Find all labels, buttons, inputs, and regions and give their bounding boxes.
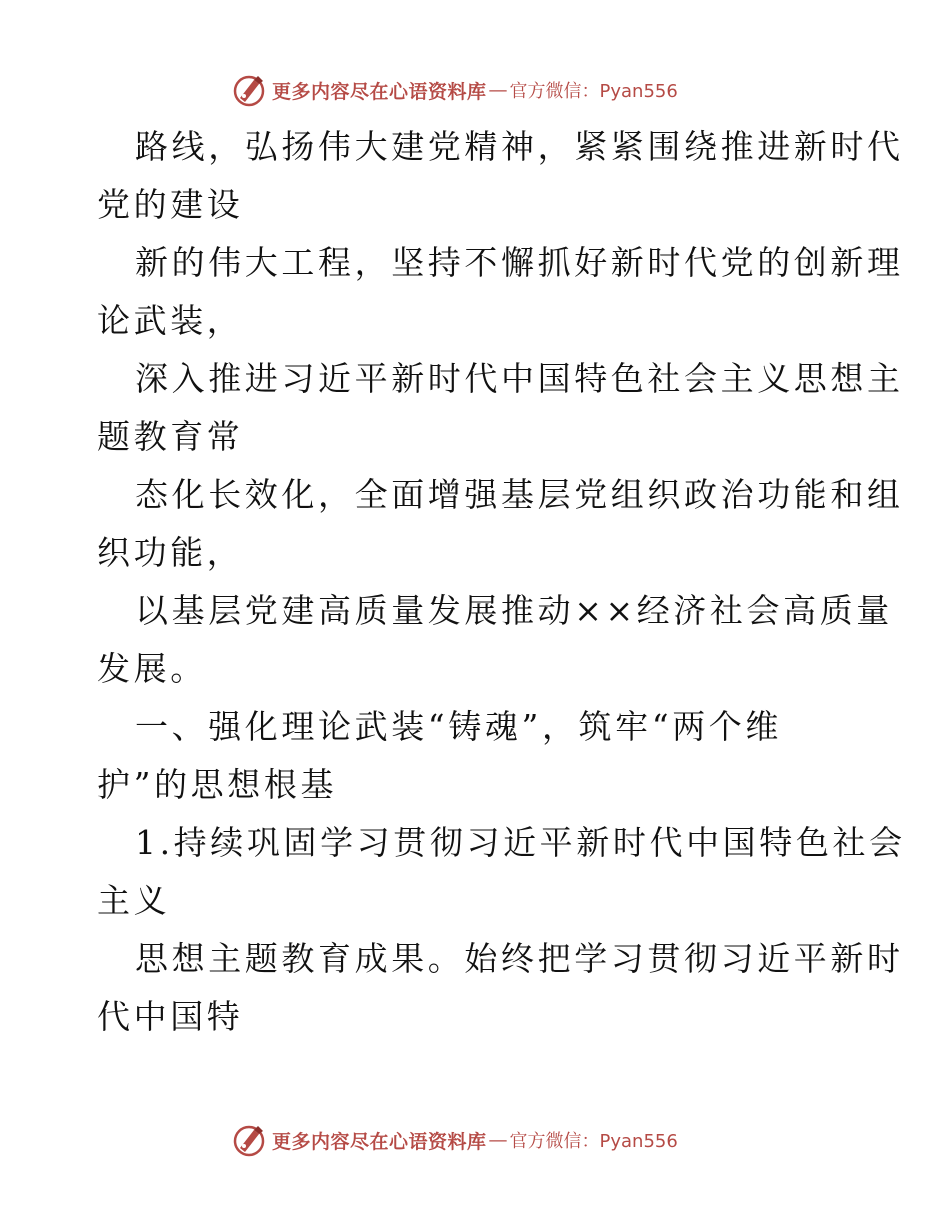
- pen-logo-icon: [232, 72, 268, 108]
- pen-logo-icon: [232, 1122, 268, 1158]
- footer-banner-dash: —: [488, 1129, 508, 1151]
- body-line: 态化长效化，全面增强基层党组织政治功能和组: [135, 475, 904, 514]
- body-line: 论武装，: [97, 301, 244, 340]
- body-line: 代中国特: [97, 997, 244, 1036]
- header-banner: [232, 70, 712, 110]
- footer-banner-text: 更多内容尽在心语资料库: [272, 1130, 487, 1153]
- body-line: 织功能，: [97, 533, 244, 572]
- footer-banner: [232, 1120, 712, 1160]
- header-banner-wechat: 官方微信：Pyan556: [509, 81, 678, 102]
- body-line: 党的建设: [97, 185, 244, 224]
- header-banner-dash: —: [488, 79, 508, 101]
- body-line: 题教育常: [97, 417, 244, 456]
- body-line: 新的伟大工程，坚持不懈抓好新时代党的创新理: [135, 243, 904, 282]
- body-line: 路线，弘扬伟大建党精神，紧紧围绕推进新时代: [135, 127, 904, 166]
- footer-banner-wechat: 官方微信：Pyan556: [509, 1131, 678, 1152]
- header-banner-text: 更多内容尽在心语资料库: [272, 80, 487, 103]
- body-line: 思想主题教育成果。始终把学习贯彻习近平新时: [135, 939, 904, 978]
- body-line: 主义: [97, 881, 171, 920]
- document-body: [97, 118, 906, 1046]
- section-heading: 一、强化理论武装“铸魂”，筑牢“两个维: [135, 707, 783, 746]
- body-line: 深入推进习近平新时代中国特色社会主义思想主: [135, 359, 904, 398]
- body-line: 1.持续巩固学习贯彻习近平新时代中国特色社会: [135, 823, 906, 862]
- section-heading: 护”的思想根基: [97, 765, 338, 804]
- body-line: 发展。: [97, 649, 207, 688]
- body-line: 以基层党建高质量发展推动××经济社会高质量: [135, 591, 893, 630]
